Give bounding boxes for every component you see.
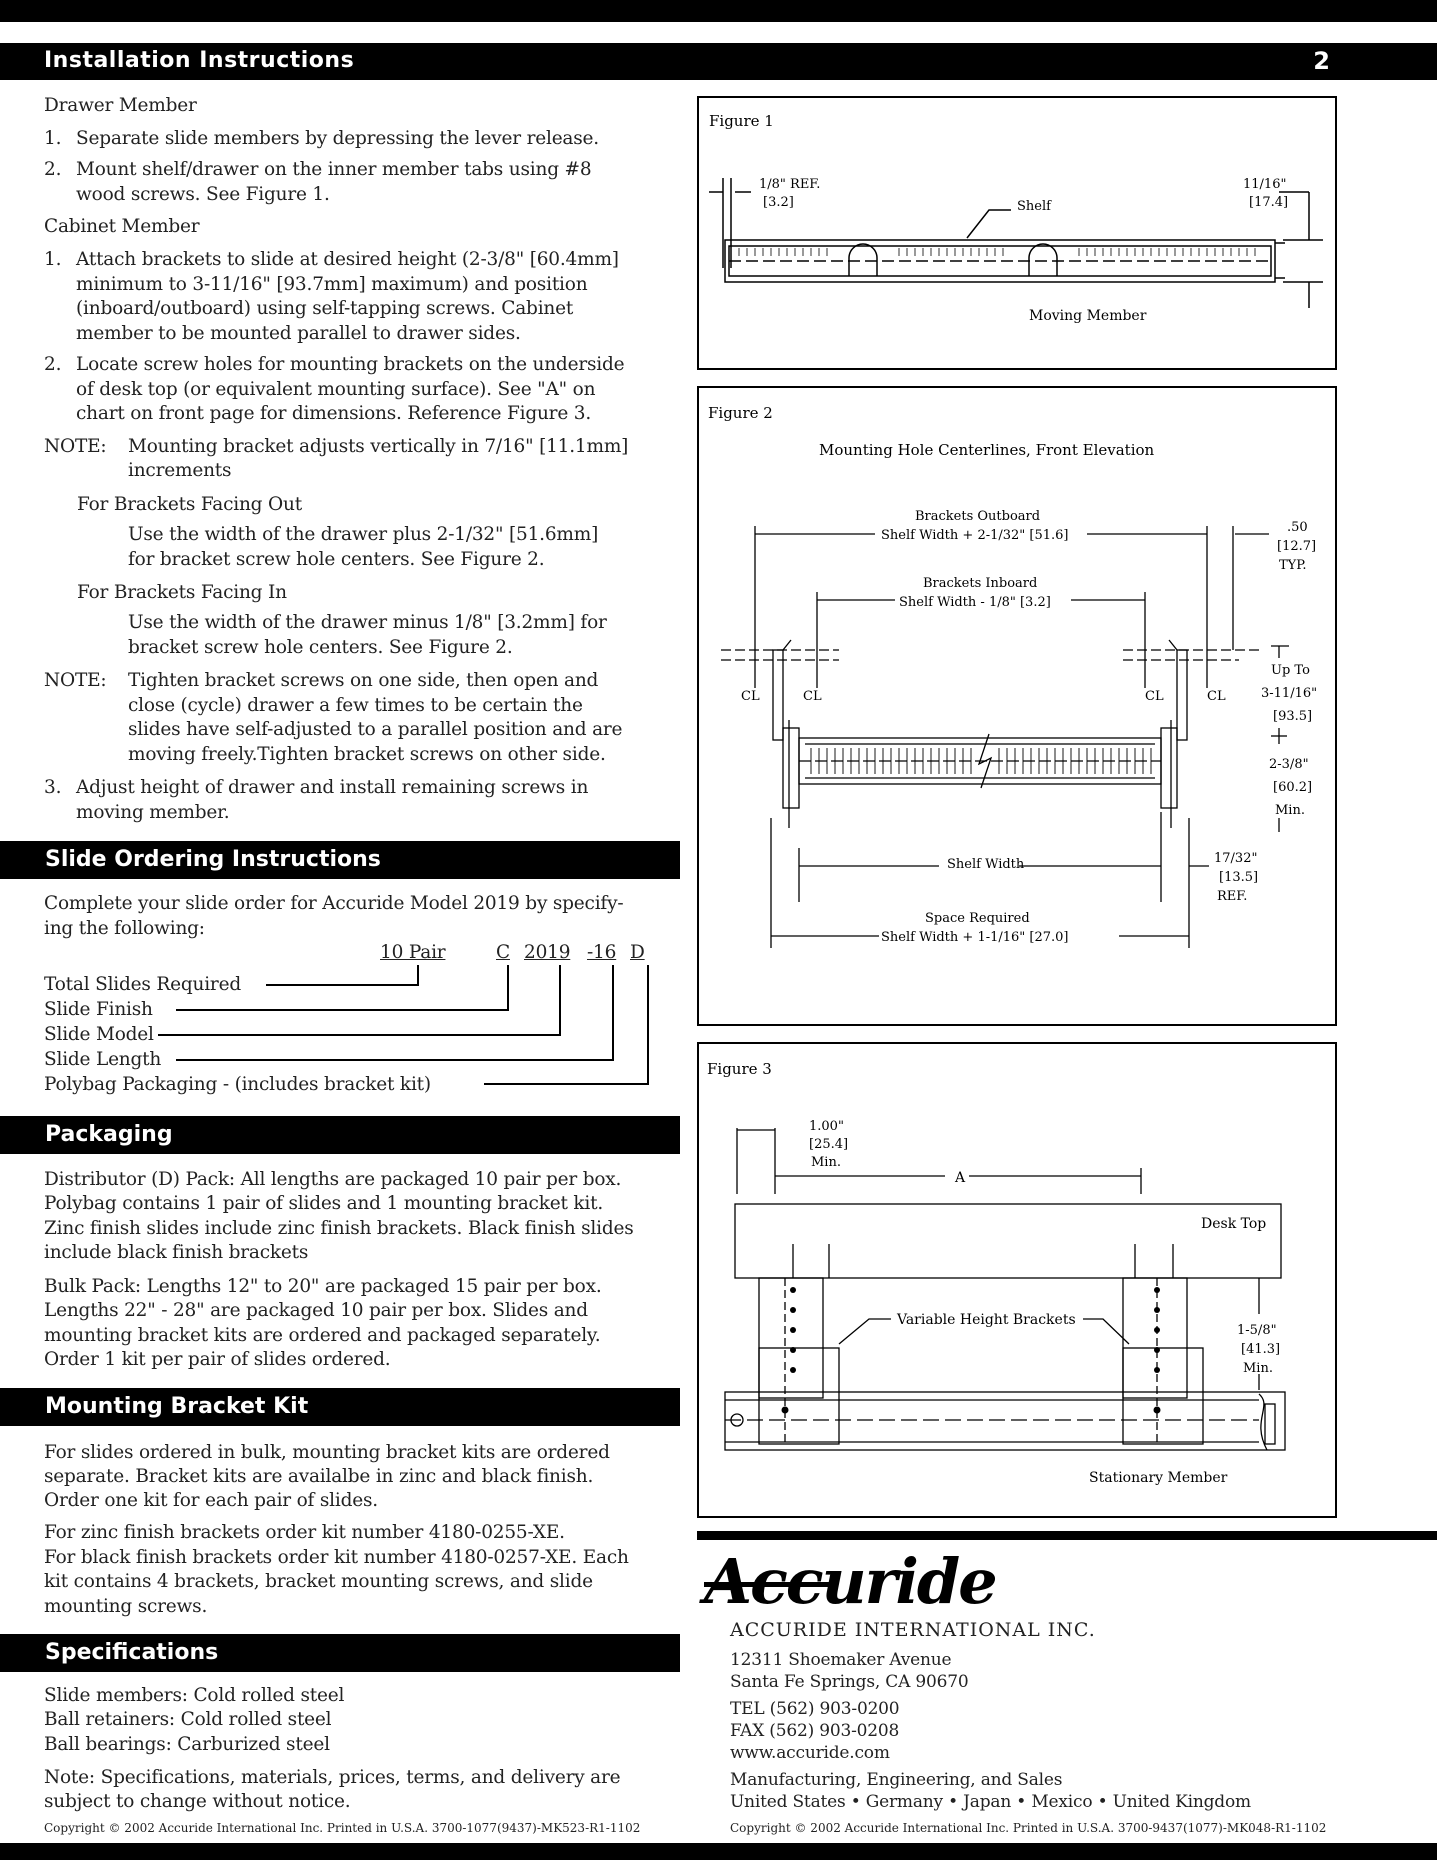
order-label: Polybag Packaging - (includes bracket kit) [44,1074,431,1095]
spec-line: Slide members: Cold rolled steel [44,1685,345,1706]
step-text: for bracket screw hole centers. See Figure 2. [128,549,545,570]
num: 3. [44,777,62,798]
figure-1 [697,96,1337,370]
kit-line: separate. Bracket kits are availalbe in zinc and black finish. [44,1466,594,1487]
fig3-h-a: 1-5/8" [1237,1323,1277,1338]
spec-line: Ball bearings: Carburized steel [44,1734,330,1755]
step-text: wood screws. See Figure 1. [76,184,330,205]
fig2-cl: CL [1207,689,1226,704]
fig2-upto: [60.2] [1273,780,1313,795]
num: 2. [44,159,62,180]
pack-line: mounting bracket kits are ordered and packaged separately. [44,1325,601,1346]
figure-3-label: Figure 3 [707,1060,772,1078]
fig3-min-a: 1.00" [809,1119,844,1134]
note-text: increments [128,460,232,481]
step-text: (inboard/outboard) using self-tapping screws. Cabinet [76,298,574,319]
fig2-typ-b: [12.7] [1277,539,1317,554]
pack-line: Bulk Pack: Lengths 12" to 20" are packaged 15 pair per box. [44,1276,602,1297]
code-pack: D [630,942,645,963]
pack-line: Order 1 kit per pair of slides ordered. [44,1349,391,1370]
step-text: Use the width of the drawer minus 1/8" [3.2mm] for [128,612,607,633]
spec-note: subject to change without notice. [44,1791,351,1812]
step-text: Separate slide members by depressing the lever release. [76,128,599,149]
fig3-a: A [955,1170,966,1186]
ordering-intro: Complete your slide order for Accuride Model 2019 by specify- [44,893,624,914]
company-countries: United States • Germany • Japan • Mexico • United Kingdom [730,1792,1251,1812]
num: 2. [44,354,62,375]
fig2-ref-b: [13.5] [1219,870,1259,885]
company-name: ACCURIDE INTERNATIONAL INC. [730,1619,1096,1641]
note-text: slides have self-adjusted to a parallel position and are [128,719,623,740]
company-web[interactable]: www.accuride.com [730,1743,890,1763]
note-text: moving freely.Tighten bracket screws on other side. [128,744,606,765]
in-heading: For Brackets Facing In [77,582,287,603]
fig2-ref-a: 17/32" [1214,851,1258,866]
company-mfg: Manufacturing, Engineering, and Sales [730,1770,1063,1790]
fig3-h-b: [41.3] [1241,1342,1281,1357]
code-model: 2019 [524,942,571,963]
cabinet-heading: Cabinet Member [44,216,200,237]
pack-line: include black finish brackets [44,1242,309,1263]
out-heading: For Brackets Facing Out [77,494,302,515]
kit-heading-bar [0,1388,680,1426]
fig3-stationary: Stationary Member [1089,1470,1228,1486]
step-text: Mount shelf/drawer on the inner member tabs using #8 [76,159,592,180]
figure-2 [697,386,1337,1026]
step-text: Attach brackets to slide at desired height (2-3/8" [60.4mm] [76,249,619,270]
note-text: close (cycle) drawer a few times to be certain the [128,695,583,716]
spec-note: Note: Specifications, materials, prices, terms, and delivery are [44,1767,621,1788]
fig2-cl: CL [803,689,822,704]
note-text: Tighten bracket screws on one side, then open and [128,670,599,691]
spec-line: Ball retainers: Cold rolled steel [44,1709,332,1730]
figure-1-label: Figure 1 [709,112,774,130]
num: 1. [44,128,62,149]
accuride-logo: Accuride [704,1545,996,1618]
ordering-intro: ing the following: [44,918,205,939]
kit-line: mounting screws. [44,1596,208,1617]
figure-2-drawing [699,388,1335,1024]
packaging-heading-bar [0,1116,680,1154]
company-address: Santa Fe Springs, CA 90670 [730,1672,969,1692]
step-text: member to be mounted parallel to drawer sides. [76,323,521,344]
fig2-outboard-dim: Shelf Width + 2-1/32" [51.6] [881,528,1069,543]
order-leader-lines [0,950,680,1090]
fig2-space: Space Required [925,911,1030,926]
order-label: Slide Model [44,1024,154,1045]
step-text: of desk top (or equivalent mounting surface). See "A" on [76,379,596,400]
fig2-title: Mounting Hole Centerlines, Front Elevation [819,441,1155,459]
fig3-desk: Desk Top [1201,1216,1267,1232]
step-text: moving member. [76,802,230,823]
drawer-heading: Drawer Member [44,95,197,116]
fig2-cl: CL [741,689,760,704]
kit-heading: Mounting Bracket Kit [45,1394,309,1419]
fig3-h-c: Min. [1243,1361,1273,1376]
pack-line: Zinc finish slides include zinc finish brackets. Black finish slides [44,1218,634,1239]
fig2-cl: CL [1145,689,1164,704]
fig2-upto: 2-3/8" [1269,757,1309,772]
fig2-ref-c: REF. [1217,889,1248,904]
kit-line: Order one kit for each pair of slides. [44,1490,378,1511]
page-header [0,43,1437,80]
ordering-heading-bar [0,841,680,879]
order-label: Total Slides Required [44,974,241,995]
fig2-upto: Min. [1275,803,1305,818]
fig2-outboard: Brackets Outboard [915,509,1041,524]
step-text: minimum to 3-11/16" [93.7mm] maximum) and position [76,274,588,295]
fig2-typ-c: TYP. [1279,558,1307,573]
kit-line: For zinc finish brackets order kit number 4180-0255-XE. [44,1522,565,1543]
figure-3-drawing [699,1044,1335,1516]
figure-3 [697,1042,1337,1518]
company-tel: TEL (562) 903-0200 [730,1699,900,1719]
company-address: 12311 Shoemaker Avenue [730,1650,952,1670]
copyright-right: Copyright © 2002 Accuride International Inc. Printed in U.S.A. 3700-9437(1077)-MK048-R1-1102 [730,1821,1327,1835]
order-label: Slide Length [44,1049,162,1070]
fig2-space-dim: Shelf Width + 1-1/16" [27.0] [881,930,1069,945]
ordering-heading: Slide Ordering Instructions [45,847,381,872]
fig2-typ-a: .50 [1287,520,1308,535]
fig3-brackets: Variable Height Brackets [897,1312,1076,1328]
fig3-min-c: Min. [811,1155,841,1170]
step-text: Locate screw holes for mounting brackets on the underside [76,354,625,375]
step-text: Use the width of the drawer plus 2-1/32" [51.6mm] [128,524,599,545]
fig3-min-b: [25.4] [809,1137,849,1152]
specs-heading-bar [0,1634,680,1672]
note-text: Mounting bracket adjusts vertically in 7/16" [11.1mm] [128,436,629,457]
fig1-shelf-label: Shelf [1017,199,1051,214]
fig1-ref-right: 11/16" [1243,177,1287,192]
fig1-moving-label: Moving Member [1029,308,1147,324]
fig1-ref-right-mm: [17.4] [1249,195,1289,210]
code-finish: C [496,942,510,963]
figure-2-label: Figure 2 [708,404,773,422]
fig2-upto: [93.5] [1273,709,1313,724]
specs-heading: Specifications [45,1640,219,1665]
order-label: Slide Finish [44,999,153,1020]
note-label: NOTE: [44,670,107,691]
fig2-inboard-dim: Shelf Width - 1/8" [3.2] [899,595,1051,610]
step-text: Adjust height of drawer and install remaining screws in [76,777,589,798]
note-label: NOTE: [44,436,107,457]
code-length: -16 [587,942,617,963]
fig2-inboard: Brackets Inboard [923,576,1038,591]
page-number: 2 [1313,47,1330,75]
fig1-ref-left-mm: [3.2] [763,195,794,210]
top-bar [0,0,1437,22]
kit-line: For slides ordered in bulk, mounting bracket kits are ordered [44,1442,610,1463]
kit-line: For black finish brackets order kit number 4180-0257-XE. Each [44,1547,629,1568]
company-fax: FAX (562) 903-0208 [730,1721,900,1741]
kit-line: kit contains 4 brackets, bracket mounting screws, and slide [44,1571,593,1592]
num: 1. [44,249,62,270]
pack-line: Polybag contains 1 pair of slides and 1 mounting bracket kit. [44,1193,604,1214]
page-title: Installation Instructions [44,48,355,73]
fig1-ref-left: 1/8" REF. [759,177,821,192]
fig2-upto: 3-11/16" [1261,686,1318,701]
fig2-upto: Up To [1271,663,1310,678]
step-text: bracket screw hole centers. See Figure 2. [128,637,513,658]
fig2-shelf-width: Shelf Width [947,857,1025,872]
packaging-heading: Packaging [45,1122,173,1147]
copyright-left: Copyright © 2002 Accuride International Inc. Printed in U.S.A. 3700-1077(9437)-MK523-R1-1102 [44,1821,641,1835]
code-qty: 10 Pair [380,942,446,963]
step-text: chart on front page for dimensions. Reference Figure 3. [76,403,591,424]
bottom-bar [0,1843,1437,1860]
pack-line: Lengths 22" - 28" are packaged 10 pair per box. Slides and [44,1300,588,1321]
pack-line: Distributor (D) Pack: All lengths are packaged 10 pair per box. [44,1169,622,1190]
figure-1-drawing [699,98,1335,368]
footer-rule [697,1531,1437,1540]
